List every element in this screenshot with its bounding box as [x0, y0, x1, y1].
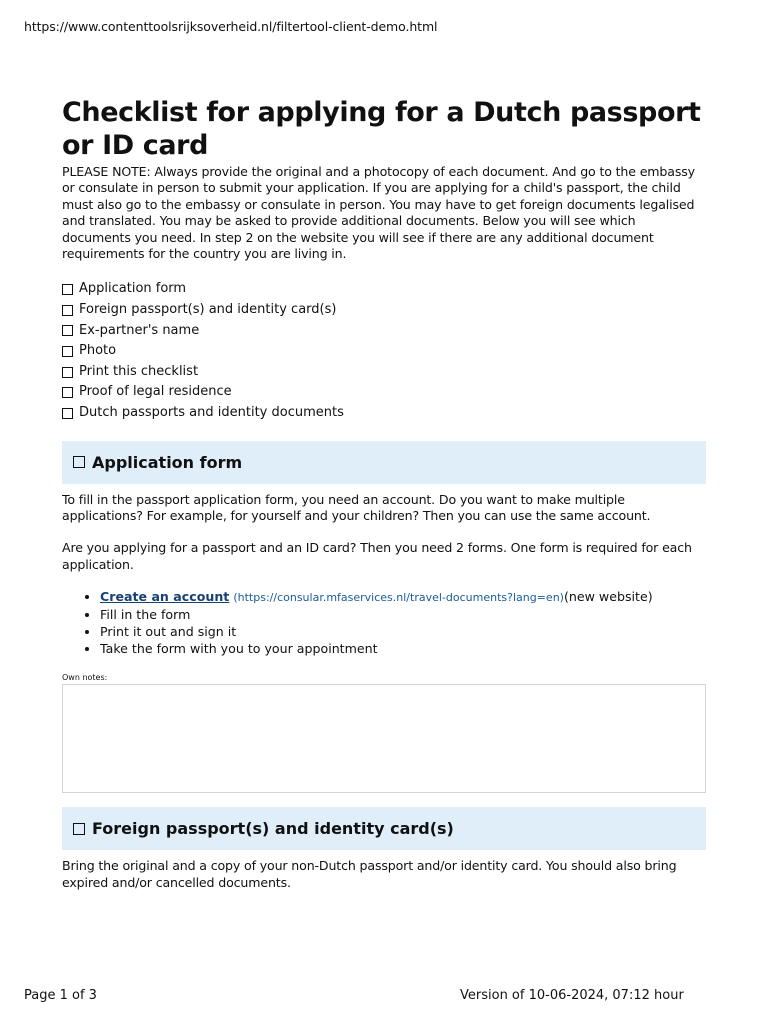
checklist-item-proof-residence[interactable]: Proof of legal residence: [62, 382, 706, 403]
checkbox-icon[interactable]: [62, 305, 73, 316]
page-url: https://www.contenttoolsrijksoverheid.nl/filtertool-client-demo.html: [24, 19, 438, 34]
list-item: • Take the form with you to your appointment: [100, 641, 706, 658]
list-item: [100, 589, 706, 607]
checklist-item-dutch-passports[interactable]: Dutch passports and identity documents: [62, 403, 706, 424]
checklist-item-ex-partner-name[interactable]: Ex-partner's name: [62, 321, 706, 342]
list-item: • Fill in the form: [100, 607, 706, 624]
steps-list: [62, 589, 706, 657]
section-paragraph: To fill in the passport application form, you need an account. Do you want to make multiple applications? For example, for yourself and your children? Then you can use the same account.: [62, 491, 651, 523]
document-checklist: [62, 279, 706, 423]
page-number: Page 1 of 3: [24, 988, 97, 1003]
checklist-item-foreign-passport[interactable]: Foreign passport(s) and identity card(s): [62, 300, 706, 321]
intro-text: PLEASE NOTE: Always provide the original and a photocopy of each document. And go to the embassy or consulate in person to submit your application. If you are applying for a child's passport, the child must also go to the embassy or consulate in person. You may have to get foreign documents legalised and translated. You may be asked to provide additional documents. Below you will see which documents you need. In step 2 on the website you will see if there are any additional document requirements for the country you are living in.: [62, 164, 695, 262]
create-account-link[interactable]: Create an account: [100, 589, 230, 605]
section-title: Application form: [92, 452, 243, 472]
checkbox-icon[interactable]: [62, 387, 73, 398]
checklist-item-print-checklist[interactable]: Print this checklist: [62, 362, 706, 383]
checklist-item-photo[interactable]: Photo: [62, 341, 706, 362]
main-content: [62, 96, 706, 891]
list-item: • Print it out and sign it: [100, 624, 706, 641]
notes-field[interactable]: [62, 684, 706, 793]
section-title: Foreign passport(s) and identity card(s): [92, 819, 454, 839]
link-suffix: (new website): [563, 589, 653, 605]
section-paragraph: Are you applying for a passport and an ID card? Then you need 2 forms. One form is required for each application.: [62, 540, 692, 572]
notes-label: Own notes:: [62, 673, 108, 683]
section-header-foreign-passport: [62, 807, 706, 850]
checkbox-icon[interactable]: [73, 456, 85, 468]
checkbox-icon[interactable]: [73, 823, 85, 835]
checkbox-icon[interactable]: [62, 367, 73, 378]
section-paragraph: Bring the original and a copy of your non-Dutch passport and/or identity card. You should also bring expired and/or cancelled documents.: [62, 858, 677, 890]
checkbox-icon[interactable]: [62, 346, 73, 357]
checkbox-icon[interactable]: [62, 284, 73, 295]
checkbox-icon[interactable]: [62, 408, 73, 419]
page-title: Checklist for applying for a Dutch passport or ID card: [62, 97, 701, 161]
checkbox-icon[interactable]: [62, 325, 73, 336]
checklist-item-application-form[interactable]: Application form: [62, 279, 706, 300]
version-info: Version of 10-06-2024, 07:12 hour: [460, 988, 684, 1003]
link-url-text[interactable]: (https://consular.mfaservices.nl/travel-documents?lang=en): [233, 591, 564, 605]
section-header-application-form: [62, 441, 706, 484]
